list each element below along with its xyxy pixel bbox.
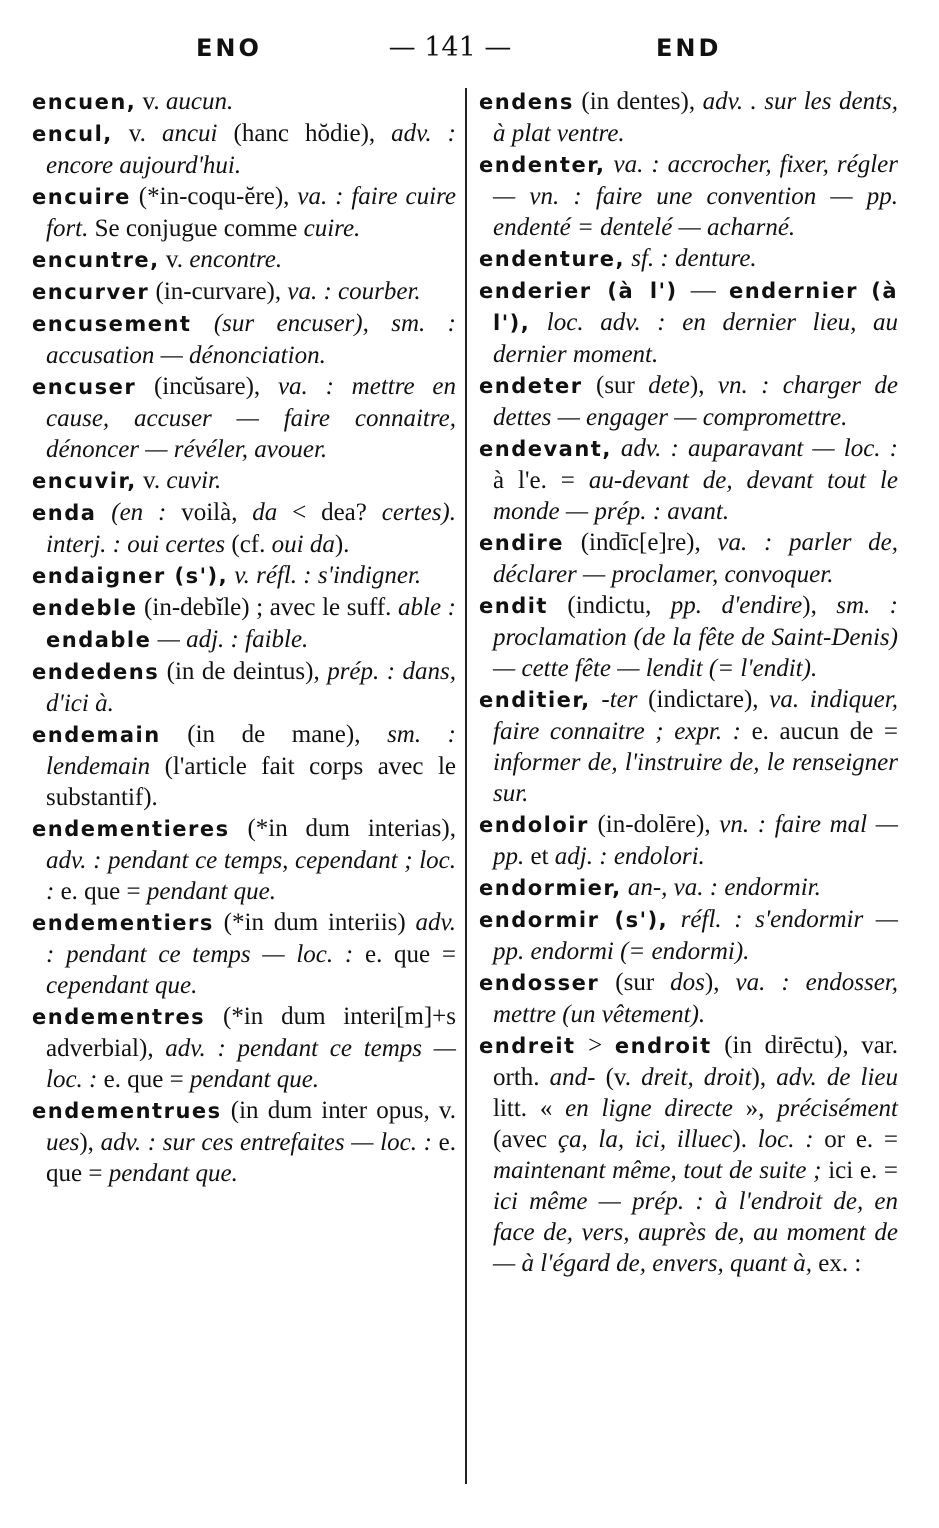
italic-text: adv. : encore aujourd'hui. bbox=[46, 120, 456, 179]
dictionary-entry bbox=[32, 907, 456, 1001]
headword: (à l'), bbox=[493, 279, 898, 335]
headword: endire bbox=[479, 531, 565, 555]
italic-text: prép. : dans, d'ici à. bbox=[46, 658, 456, 717]
dictionary-entry bbox=[32, 244, 456, 276]
entry-text: (in de mane), bbox=[160, 721, 388, 748]
italic-text: adv. : pendant ce temps, cependant ; loc. : bbox=[46, 847, 456, 905]
italic-text: -ter bbox=[590, 686, 638, 713]
entry-text: (indictu, bbox=[547, 592, 671, 619]
italic-text: certes). interj. : oui certes bbox=[46, 499, 457, 558]
headword: endementieres bbox=[32, 817, 230, 841]
entry-text: (in-curvare), bbox=[149, 278, 288, 305]
right-guide-word: END bbox=[656, 34, 722, 62]
headword: endreit bbox=[479, 1034, 576, 1058]
italic-text: da bbox=[252, 499, 278, 526]
headword: enditier, bbox=[479, 688, 591, 712]
italic-text: adj. : endolori. bbox=[554, 843, 705, 870]
italic-text: adv. de lieu bbox=[776, 1064, 899, 1091]
italic-text: able : bbox=[398, 594, 456, 621]
headword: encuntre, bbox=[32, 248, 160, 272]
entry-text: ex. : bbox=[818, 1250, 862, 1277]
entry-text: (v. bbox=[595, 1064, 642, 1091]
entry-text: (avec bbox=[493, 1126, 558, 1153]
entry-text: et bbox=[524, 843, 555, 870]
entry-text: (in-debĭle) ; avec le suff. bbox=[137, 594, 399, 621]
entry-text: e. que = bbox=[46, 1129, 456, 1187]
entry-text: ), bbox=[802, 592, 837, 619]
entry-text: (*in-coqu-ĕre), bbox=[130, 183, 298, 210]
entry-text: e. que = bbox=[364, 941, 457, 968]
italic-text: adv. : sur ces entrefaites — loc. : bbox=[100, 1129, 439, 1156]
italic-text: loc. adv. : en dernier lieu, au dernier moment. bbox=[493, 309, 898, 368]
italic-text: informer de, l'instruire de, le renseigner sur. bbox=[493, 749, 898, 807]
entry-text: voilà, bbox=[181, 499, 253, 526]
entry-text: ), bbox=[751, 1064, 777, 1091]
italic-text: ça, la, ici, illuec bbox=[557, 1126, 733, 1153]
headword: endormir (s'), bbox=[479, 908, 669, 932]
entry-text: », bbox=[732, 1095, 778, 1122]
dictionary-entry bbox=[32, 719, 456, 813]
entry-text: ), bbox=[704, 969, 736, 996]
italic-text: aucun. bbox=[165, 88, 234, 115]
entry-text: (hanc hŏdie), bbox=[217, 120, 392, 147]
dictionary-entry bbox=[479, 370, 898, 433]
entry-text: (*in dum interias), bbox=[229, 815, 456, 842]
dictionary-entry bbox=[32, 118, 456, 181]
italic-text: loc. : bbox=[757, 1126, 825, 1153]
left-column bbox=[32, 86, 456, 1189]
italic-text: ues bbox=[46, 1129, 80, 1156]
italic-text: adv. . sur les dents, à plat ventre. bbox=[493, 88, 898, 147]
headword: endeble bbox=[32, 596, 138, 620]
column-divider bbox=[465, 88, 467, 1484]
entry-text: (in-dolēre), bbox=[588, 811, 720, 838]
entry-text: ici e. = bbox=[828, 1157, 898, 1184]
dictionary-entry bbox=[479, 684, 898, 809]
dictionary-entry bbox=[479, 149, 898, 243]
italic-text: and- bbox=[549, 1064, 596, 1091]
headword: endernier bbox=[728, 279, 859, 303]
italic-text: adv. : pendant ce temps — loc. : bbox=[46, 1035, 456, 1093]
entry-text: (*in dum interiis) bbox=[213, 909, 416, 936]
headword: encuire bbox=[32, 185, 131, 209]
dictionary-entry bbox=[32, 592, 456, 656]
headword: endedens bbox=[32, 660, 160, 684]
entry-text: (in de deintus), bbox=[159, 658, 328, 685]
dictionary-entry bbox=[32, 371, 456, 465]
headword: endevant, bbox=[479, 437, 612, 461]
entry-text: (sur bbox=[599, 969, 671, 996]
italic-text: au-devant de, devant tout le monde — prép. : avant. bbox=[493, 467, 898, 525]
left-guide-word: ENO bbox=[196, 34, 262, 62]
headword: endit bbox=[479, 594, 548, 618]
italic-text: — adj. : faible. bbox=[151, 626, 309, 653]
dictionary-entry bbox=[479, 275, 898, 370]
headword: endormier, bbox=[479, 876, 622, 900]
right-column bbox=[479, 86, 898, 1279]
running-header bbox=[0, 32, 939, 72]
dictionary-entry bbox=[479, 590, 898, 684]
italic-text: maintenant même, tout de suite ; bbox=[493, 1157, 829, 1184]
entry-text: (indīc[e]re), bbox=[564, 529, 718, 556]
italic-text: dreit, droit bbox=[641, 1064, 752, 1091]
italic-text: en ligne directe bbox=[565, 1095, 733, 1122]
dictionary-entry bbox=[32, 465, 456, 497]
italic-text: va. : courber. bbox=[287, 278, 421, 305]
headword: encusement bbox=[32, 312, 192, 336]
italic-text: ancui bbox=[161, 120, 218, 147]
headword: endementres bbox=[32, 1005, 206, 1029]
headword: endoloir bbox=[479, 813, 589, 837]
italic-text: (en : bbox=[96, 499, 182, 526]
dictionary-entry bbox=[479, 904, 898, 967]
entry-text: v. bbox=[159, 246, 190, 273]
headword: endable bbox=[46, 628, 152, 652]
dictionary-entry bbox=[479, 527, 898, 590]
headword: endemain bbox=[32, 723, 161, 747]
dictionary-entry bbox=[32, 813, 456, 907]
dictionary-entry bbox=[32, 1095, 456, 1189]
entry-text: (*in dum interi[m]+s adverbial), bbox=[46, 1003, 456, 1062]
dictionary-entry bbox=[479, 243, 898, 275]
italic-text: cependant que. bbox=[46, 972, 198, 999]
italic-text: cuire. bbox=[303, 215, 361, 242]
entry-text: litt. « bbox=[493, 1095, 566, 1122]
dictionary-entry bbox=[32, 1001, 456, 1095]
entry-text: ). bbox=[732, 1126, 758, 1153]
italic-text: pendant que. bbox=[189, 1066, 320, 1093]
entry-text: (incŭsare), bbox=[136, 373, 278, 400]
entry-text: à l'e. = bbox=[493, 467, 589, 494]
dictionary-entry bbox=[32, 276, 456, 308]
italic-text: pendant que. bbox=[108, 1160, 238, 1187]
italic-text: (sur encuser), sm. : accusation — dénonciation. bbox=[46, 310, 456, 369]
headword: endaigner (s'), bbox=[32, 564, 229, 588]
italic-text: précisément bbox=[777, 1095, 898, 1122]
entry-text: e. aucun de = bbox=[751, 718, 898, 745]
italic-text: sf. : denture. bbox=[624, 245, 757, 272]
entry-text: e. que = bbox=[103, 1066, 190, 1093]
italic-text: ici même — prép. : à l'endroit de, en face de, vers, auprès de, au moment de — à l'égard de, envers, quant à, bbox=[493, 1188, 898, 1277]
entry-text: > bbox=[575, 1032, 615, 1059]
entry-text: (in dirēctu), var. orth. bbox=[493, 1032, 898, 1091]
dictionary-entry bbox=[479, 967, 898, 1030]
entry-text: or e. = bbox=[824, 1126, 899, 1153]
headword: encurver bbox=[32, 280, 150, 304]
headword: endens bbox=[479, 90, 574, 114]
dictionary-entry bbox=[479, 872, 898, 904]
italic-text: vn. : charger de dettes — engager — compromettre. bbox=[493, 372, 898, 431]
headword: enderier (à l') bbox=[479, 279, 678, 303]
headword: endenter, bbox=[479, 153, 606, 177]
entry-text: e. que = bbox=[60, 878, 147, 905]
dictionary-entry bbox=[32, 560, 456, 592]
entry-text: (l'article fait corps avec le substantif). bbox=[46, 753, 456, 811]
italic-text: va. indiquer, faire connaitre ; expr. : bbox=[493, 686, 898, 745]
italic-text: adv. : pendant ce temps — loc. : bbox=[46, 909, 456, 968]
headword: endementiers bbox=[32, 911, 214, 935]
italic-text: v. réfl. : s'indigner. bbox=[228, 562, 422, 589]
dictionary-entry bbox=[32, 86, 456, 118]
italic-text: va. : endosser, mettre (un vêtement). bbox=[493, 969, 898, 1028]
italic-text: encontre. bbox=[189, 246, 283, 273]
dictionary-entry bbox=[32, 656, 456, 719]
italic-text: dete bbox=[648, 372, 690, 399]
dictionary-entry bbox=[32, 181, 456, 244]
headword: encuen, bbox=[32, 90, 137, 114]
italic-text: va. : faire cuire fort. bbox=[46, 183, 456, 242]
dictionary-entry bbox=[479, 86, 898, 149]
italic-text: cuvir. bbox=[166, 467, 222, 494]
italic-text: vn. : faire mal — pp. bbox=[493, 811, 898, 870]
entry-text: v. bbox=[112, 120, 162, 147]
page-number: — 141 — bbox=[388, 32, 512, 63]
dictionary-entry bbox=[479, 433, 898, 527]
headword: endeter bbox=[479, 374, 583, 398]
entry-text: (in dum inter opus, v. bbox=[221, 1097, 456, 1124]
italic-text: oui da bbox=[271, 531, 335, 558]
italic-text: dos bbox=[670, 969, 705, 996]
italic-text: sm. : lendemain bbox=[46, 721, 456, 780]
headword: endementrues bbox=[32, 1099, 222, 1123]
entry-text: (indictare), bbox=[637, 686, 770, 713]
entry-text: ), bbox=[79, 1129, 101, 1156]
entry-text: Se conjugue comme bbox=[88, 215, 304, 242]
headword: encul, bbox=[32, 122, 113, 146]
italic-text: va. : mettre en cause, accuser — faire connaitre, dénoncer — révéler, avouer. bbox=[46, 373, 456, 463]
headword: enda bbox=[32, 501, 97, 525]
italic-text: réfl. : s'endormir — pp. endormi (= endormi). bbox=[493, 906, 898, 965]
entry-text: (sur bbox=[582, 372, 649, 399]
entry-text: v. bbox=[136, 467, 167, 494]
italic-text: an-, va. : endormir. bbox=[621, 874, 821, 901]
entry-text: < dea? bbox=[277, 499, 382, 526]
italic-text: adv. : auparavant — loc. : bbox=[611, 435, 898, 462]
entry-text bbox=[858, 277, 871, 304]
entry-text: (cf. bbox=[225, 531, 272, 558]
dictionary-entry bbox=[32, 308, 456, 371]
dictionary-entry bbox=[479, 809, 898, 872]
headword: endroit bbox=[614, 1034, 712, 1058]
entry-text: (in dentes), bbox=[573, 88, 703, 115]
italic-text: sm. : proclamation (de la fête de Saint-Denis) — cette fête — lendit (= l'endit). bbox=[493, 592, 898, 682]
italic-text: va. : parler de, déclarer — proclamer, convoquer. bbox=[493, 529, 898, 588]
italic-text: va. : accrocher, fixer, régler — vn. : faire une convention — pp. endenté = dentelé — acharné. bbox=[493, 151, 898, 241]
entry-text: ). bbox=[334, 531, 350, 558]
italic-text: pendant que. bbox=[146, 878, 277, 905]
headword: encuser bbox=[32, 375, 137, 399]
dictionary-entry bbox=[479, 1030, 898, 1279]
entry-text: ), bbox=[689, 372, 718, 399]
headword: encuvir, bbox=[32, 469, 137, 493]
headword: endosser bbox=[479, 971, 600, 995]
entry-text: v. bbox=[136, 88, 166, 115]
dictionary-entry bbox=[32, 497, 456, 560]
entry-text: — bbox=[677, 277, 729, 304]
headword: endenture, bbox=[479, 247, 625, 271]
italic-text: pp. d'endire bbox=[670, 592, 803, 619]
